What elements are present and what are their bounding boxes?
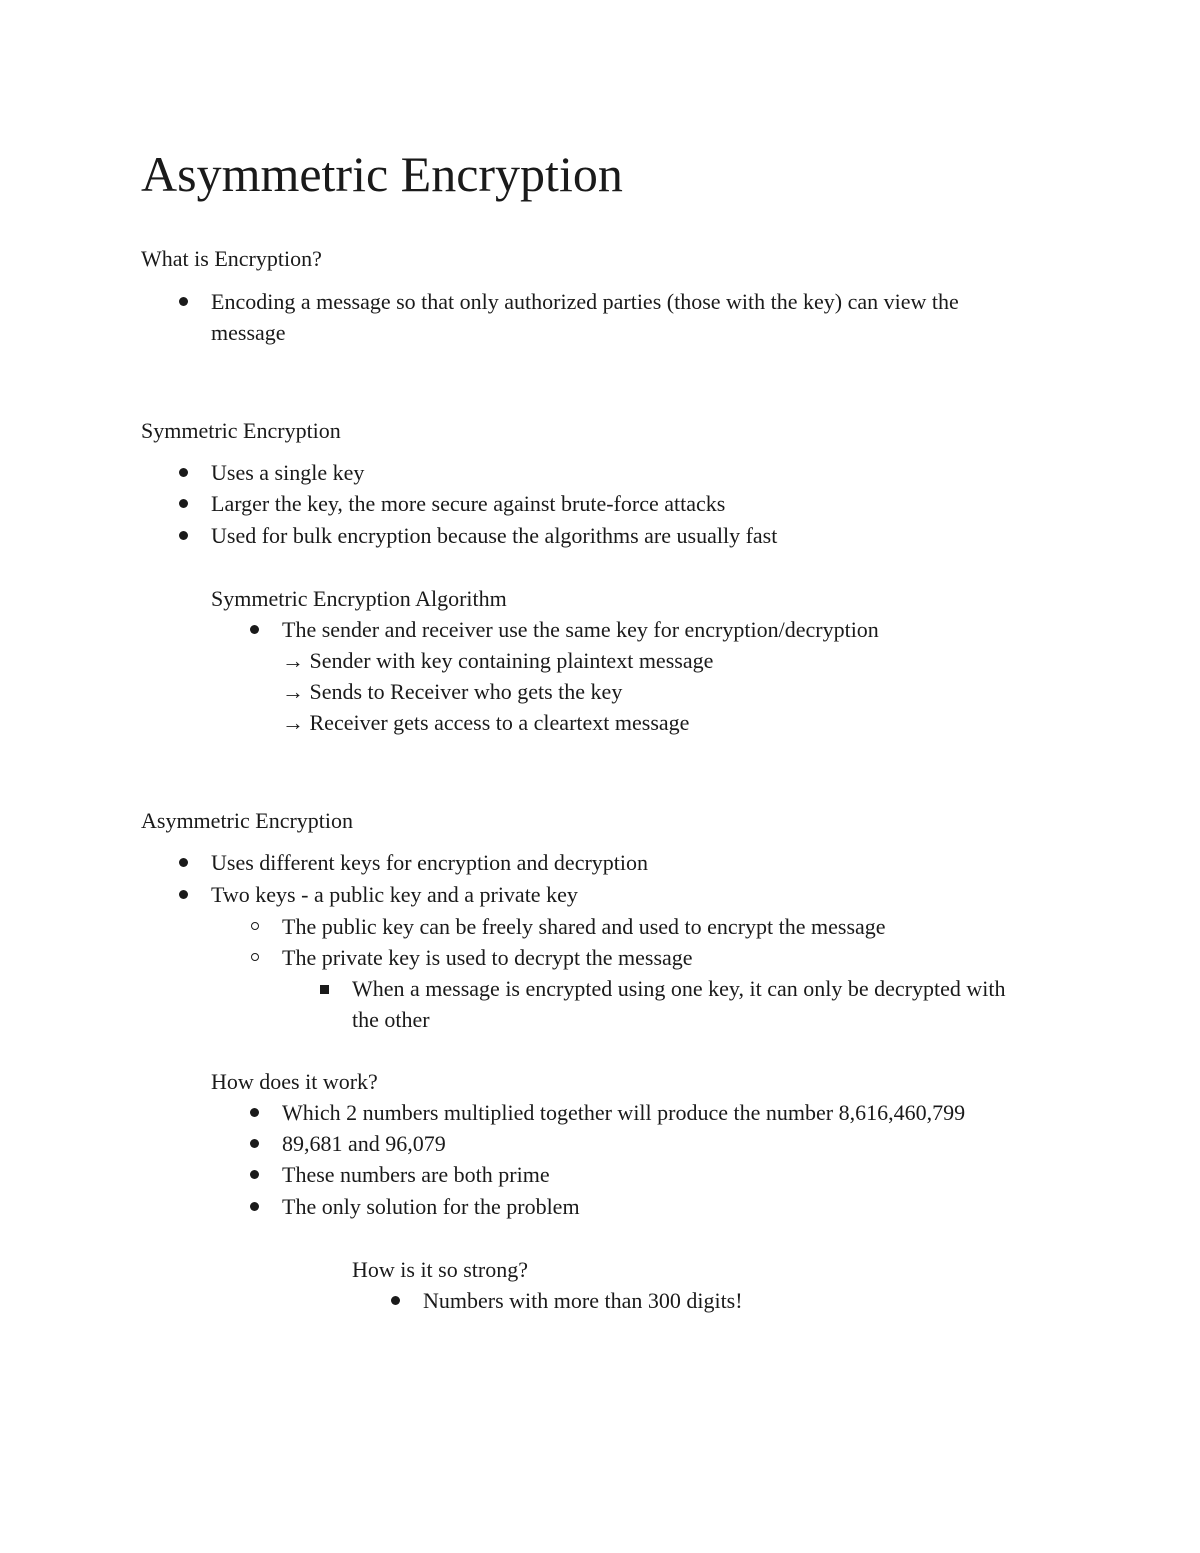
bullet-disc-icon [250,625,259,634]
arrow-step: → Sender with key containing plaintext message [282,648,714,673]
arrow-step: → Sends to Receiver who gets the key [282,679,623,704]
heading-how-does-it-work: How does it work? [211,1069,378,1094]
heading-symmetric-algorithm: Symmetric Encryption Algorithm [211,586,507,611]
list-item-text: Numbers with more than 300 digits! [423,1288,743,1313]
bullet-disc-icon [179,468,188,477]
bullet-disc-icon [179,858,188,867]
list-item-text: The only solution for the problem [282,1194,580,1219]
bullet-disc-icon [179,297,188,306]
list-item-text: Which 2 numbers multiplied together will produce the number 8,616,460,799 [282,1100,966,1125]
bullet-circle-icon [251,922,259,930]
bullet-disc-icon [179,890,188,899]
list-item-text: These numbers are both prime [282,1162,550,1187]
list-item-text-continued: message [211,320,286,345]
bullet-disc-icon [391,1296,400,1305]
list-item-text: Used for bulk encryption because the algorithms are usually fast [211,523,778,548]
bullet-disc-icon [250,1139,259,1148]
list-item-text: The sender and receiver use the same key for encryption/decryption [282,617,879,642]
bullet-disc-icon [250,1170,259,1179]
list-item-text: Two keys - a public key and a private key [211,882,578,907]
sub-sub-list-item-text-continued: the other [352,1007,430,1032]
bullet-disc-icon [179,531,188,540]
list-item-text: Larger the key, the more secure against brute-force attacks [211,491,726,516]
arrow-step: → Receiver gets access to a cleartext message [282,710,690,735]
heading-asymmetric-encryption: Asymmetric Encryption [141,808,354,833]
bullet-circle-icon [251,953,259,961]
heading-what-is-encryption: What is Encryption? [141,246,322,271]
bullet-disc-icon [179,499,188,508]
sub-list-item-text: The public key can be freely shared and used to encrypt the message [282,914,886,939]
list-item-text: Uses a single key [211,460,365,485]
heading-how-is-it-so-strong: How is it so strong? [352,1257,528,1282]
page-title: Asymmetric Encryption [141,146,623,202]
list-item-text: 89,681 and 96,079 [282,1131,446,1156]
bullet-disc-icon [250,1108,259,1117]
bullet-square-icon [320,985,329,994]
list-item-text: Uses different keys for encryption and decryption [211,850,649,875]
sub-list-item-text: The private key is used to decrypt the message [282,945,693,970]
heading-symmetric-encryption: Symmetric Encryption [141,418,341,443]
sub-sub-list-item-text: When a message is encrypted using one key, it can only be decrypted with [352,976,1006,1001]
list-item-text: Encoding a message so that only authorized parties (those with the key) can view the [211,289,959,314]
bullet-disc-icon [250,1202,259,1211]
